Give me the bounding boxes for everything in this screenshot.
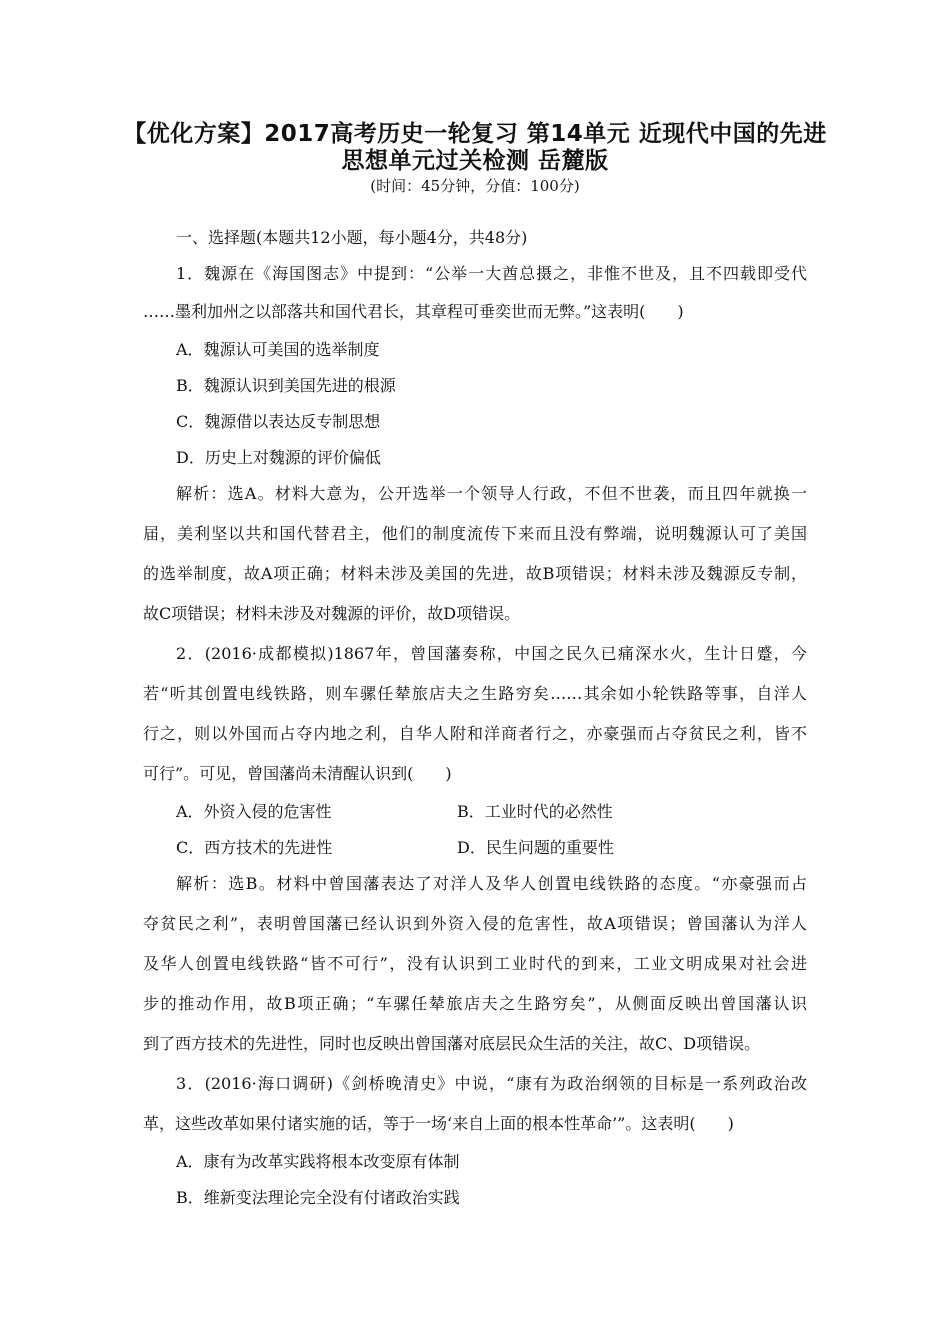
q1-analysis-line-3: 的选举制度，故A项正确；材料未涉及美国的先进，故B项错误；材料未涉及魏源反专制， — [143, 564, 807, 583]
q2-option-d: D．民生问题的重要性 — [457, 838, 614, 857]
document-title-line-2: 思想单元过关检测 岳麓版 — [341, 148, 609, 174]
q2-option-b: B．工业时代的必然性 — [457, 802, 613, 821]
q2-option-a: A．外资入侵的危害性 — [176, 802, 332, 821]
document-title-line-1: 【优化方案】2017高考历史一轮复习 第14单元 近现代中国的先进 — [123, 121, 827, 147]
q2-analysis-line-5: 到了西方技术的先进性，同时也反映出曾国藩对底层民众生活的关注，故C、D项错误。 — [143, 1034, 761, 1053]
time-score-info: (时间：45分钟，分值：100分) — [370, 177, 580, 195]
q1-stem-line-2: ……墨利加州之以部落共和国代君长，其章程可垂奕世而无弊。”这表明( ) — [143, 302, 684, 321]
q1-option-d: D．历史上对魏源的评价偏低 — [176, 448, 381, 467]
q3-stem-line-2: 革，这些改革如果付诸实施的话，等于一场‘来自上面的根本性革命’”。这表明( ) — [143, 1114, 734, 1133]
q3-option-b: B．维新变法理论完全没有付诸政治实践 — [176, 1188, 460, 1207]
q1-option-c: C．魏源借以表达反专制思想 — [176, 412, 381, 431]
q2-stem-line-4: 可行”。可见，曾国藩尚未清醒认识到( ) — [143, 764, 452, 783]
q2-analysis-line-2: 夺贫民之利”，表明曾国藩已经认识到外资入侵的危害性，故A项错误；曾国藩认为洋人 — [143, 914, 807, 933]
q1-analysis-line-2: 届，美利坚以共和国代替君主，他们的制度流传下来而且没有弊端，说明魏源认可了美国 — [143, 524, 807, 543]
q2-analysis-line-3: 及华人创置电线铁路“皆不可行”，没有认识到工业时代的到来，工业文明成果对社会进 — [143, 954, 807, 973]
q2-stem-line-3: 行之，则以外国而占夺内地之利，自华人附和洋商者行之，亦豪强而占夺贫民之利，皆不 — [143, 724, 807, 743]
q2-stem-line-2: 若“听其创置电线铁路，则车骡任辇旅店夫之生路穷矣……其余如小轮铁路等事，自洋人 — [143, 684, 807, 703]
q1-option-b: B．魏源认识到美国先进的根源 — [176, 376, 396, 395]
q2-stem-line-1: 2．(2016·成都模拟)1867年，曾国藩奏称，中国之民久已痛深水火，生计日蹙，今 — [176, 644, 807, 663]
q1-analysis-line-4: 故C项错误；材料未涉及对魏源的评价，故D项错误。 — [143, 604, 521, 623]
q1-analysis-line-1: 解析：选A。材料大意为，公开选举一个领导人行政，不但不世袭，而且四年就换一 — [176, 484, 807, 503]
q1-stem-line-1: 1．魏源在《海国图志》中提到：“公举一大酋总摄之，非惟不世及，且不四载即受代 — [176, 264, 807, 283]
q1-option-a: A．魏源认可美国的选举制度 — [176, 340, 380, 359]
q3-stem-line-1: 3．(2016·海口调研)《剑桥晚清史》中说，“康有为政治纲领的目标是一系列政治改 — [176, 1074, 807, 1093]
q2-analysis-line-4: 步的推动作用，故B项正确；“车骡任辇旅店夫之生路穷矣”，从侧面反映出曾国藩认识 — [143, 994, 807, 1013]
q3-option-a: A．康有为改革实践将根本改变原有体制 — [176, 1152, 460, 1171]
q2-option-c: C．西方技术的先进性 — [176, 838, 333, 857]
section-heading: 一、选择题(本题共12小题，每小题4分，共48分) — [176, 228, 528, 247]
q2-analysis-line-1: 解析：选B。材料中曾国藩表达了对洋人及华人创置电线铁路的态度。“亦豪强而占 — [176, 874, 807, 893]
